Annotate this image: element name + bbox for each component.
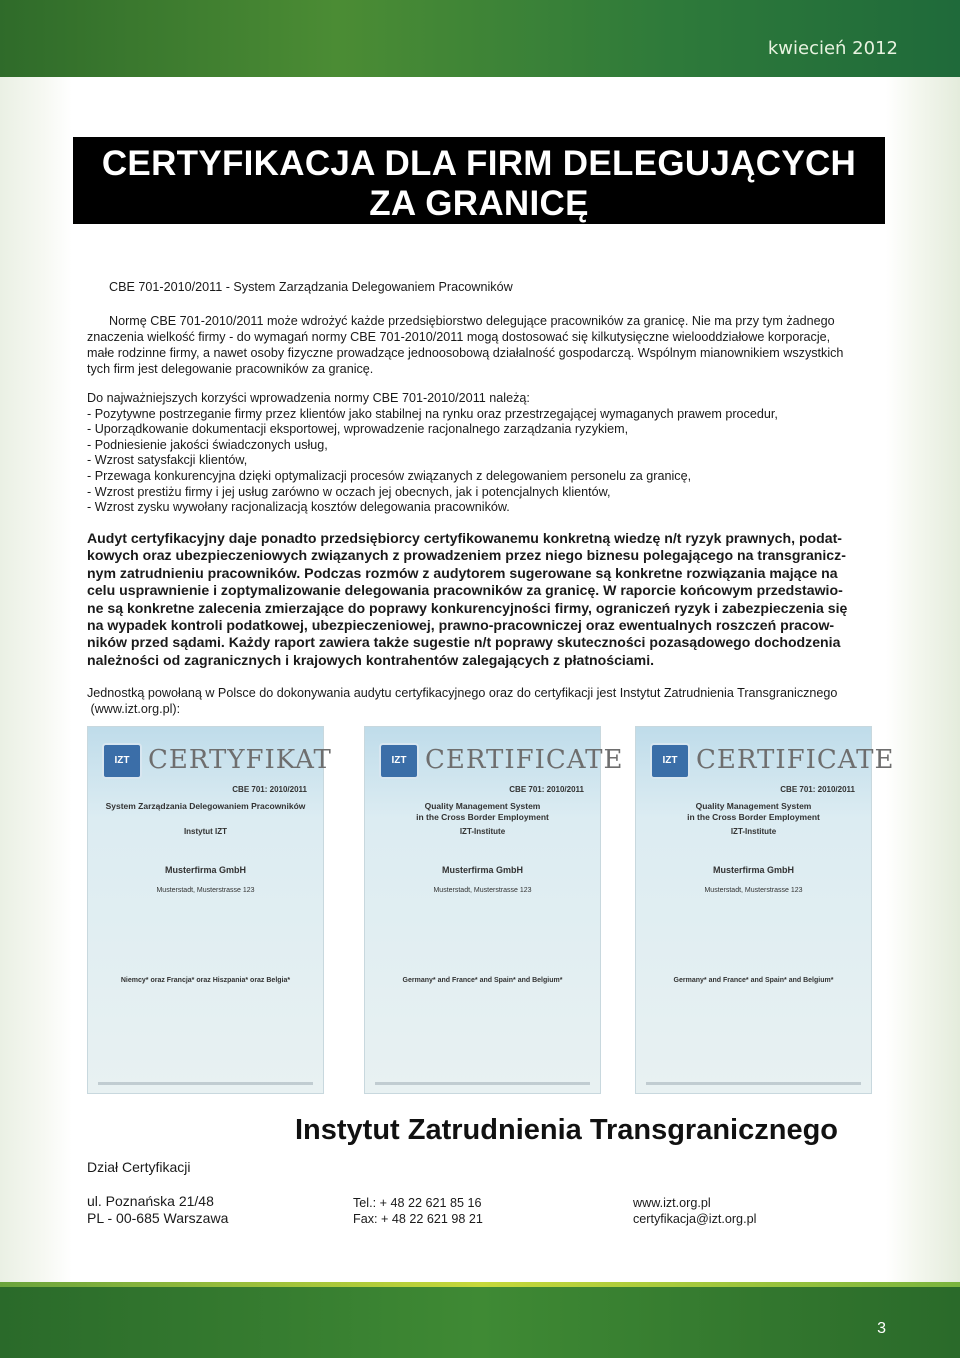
izt-logo-icon: IZT	[379, 743, 419, 779]
website-link[interactable]: www.izt.org.pl	[633, 1196, 711, 1210]
list-item: - Uporządkowanie dokumentacji eksportowej, wprowadzenie racjonalnego zarządzania ryzykiem,	[87, 422, 629, 437]
certificate-title: CERTIFICATE	[425, 745, 624, 775]
audit-line: Audyt certyfikacyjny daje ponadto przedsiębiorcy certyfikowanemu konkretną wiedzę n/t ryzyk prawnych, podat-	[87, 530, 842, 546]
page-title	[73, 137, 885, 224]
phone-number: Tel.: + 48 22 621 85 16	[353, 1196, 482, 1210]
article	[73, 137, 895, 1257]
title-line-1: CERTYFIKACJA DLA FIRM DELEGUJĄCYCH	[101, 144, 857, 183]
list-item: - Wzrost zysku wywołany racjonalizacją kosztów delegowania pracowników.	[87, 500, 510, 515]
audit-line: na wypadek kontroli podatkowej, ubezpieczeniowej, prawno-pracowniczej oraz ewentualnych roszczeń pracow-	[87, 617, 835, 634]
audit-line: ników przed sądami. Każdy raport zawiera także sugestie n/t poprawy skuteczności pozasądowego dochodzenia	[87, 634, 841, 651]
list-item: - Wzrost prestiżu firmy i jej usług zarówno w oczach jej obecnych, jak i potencjalnych klientów,	[87, 484, 611, 499]
certificate-institute: Instytut IZT	[183, 827, 228, 836]
benefits-heading: Do najważniejszych korzyści wprowadzenia normy CBE 701-2010/2011 należą:	[87, 391, 530, 405]
issue-date: kwiecień 2012	[767, 38, 898, 59]
certificate-countries: Niemcy* oraz Francja* oraz Hiszpania* oraz Belgia*	[120, 977, 291, 984]
web-contacts	[633, 1195, 756, 1227]
audit-line: ne są konkretne zalecenia zmierzające do poprawy konkurencyjności firmy, ograniczeń ryzyk i zabezpieczenia się	[87, 599, 848, 616]
certificate-institute: IZT-Institute	[459, 827, 506, 836]
email-link[interactable]: certyfikacja@izt.org.pl	[633, 1212, 757, 1226]
intro-line-2: znaczenia wielkość firmy - do wymagań normy CBE 701-2010/2011 mogą dostosować się kilkutysięczne wielooddziałowe korporacje,	[87, 330, 831, 344]
intro-paragraph	[87, 313, 877, 377]
certificate-firm: Musterfirma GmbH	[164, 865, 246, 875]
certificate-number: CBE 701: 2010/2011	[232, 785, 307, 794]
certificate-firm: Musterfirma GmbH	[441, 865, 523, 875]
certificate-firm: Musterfirma GmbH	[712, 865, 794, 875]
certificate-countries: Germany* and France* and Spain* and Belgium*	[402, 977, 563, 984]
certificate-address: Musterstadt, Musterstrasse 123	[156, 887, 255, 894]
list-item: - Przewaga konkurencyjna dzięki optymalizacji procesów związanych z delegowaniem personelu za granicę,	[87, 468, 692, 483]
audit-paragraph	[87, 530, 877, 669]
subtitle: CBE 701-2010/2011 - System Zarządzania Delegowaniem Pracowników	[109, 280, 513, 294]
left-decoration	[0, 77, 72, 1287]
street-address: ul. Poznańska 21/48	[87, 1193, 214, 1209]
certificate-number: CBE 701: 2010/2011	[780, 785, 855, 794]
certificate-title: CERTYFIKAT	[148, 745, 332, 775]
certificate-number: CBE 701: 2010/2011	[509, 785, 584, 794]
certificate-footer-line	[646, 1082, 861, 1085]
list-item: - Podniesienie jakości świadczonych usług,	[87, 437, 328, 452]
phone-contacts	[353, 1195, 483, 1227]
right-decoration	[886, 77, 960, 1287]
postal-address	[87, 1193, 228, 1227]
title-line-2: ZA GRANICĘ	[369, 184, 589, 223]
certificate-image-pl	[87, 726, 332, 1094]
audit-line: należności od zagranicznych i krajowych kontrahentów zalegających z płatnościami.	[87, 651, 655, 668]
certificate-system: System Zarządzania Delegowaniem Pracowników	[105, 801, 306, 811]
izt-logo-icon: IZT	[102, 743, 142, 779]
institute-name: Instytut Zatrudnienia Transgranicznego	[295, 1114, 839, 1146]
audit-line: nym zatrudnieniu pracowników. Podczas rozmów z audytorem sugerowane są konkretne rozwiązania mające na	[87, 564, 838, 581]
certificate-footer-line	[98, 1082, 313, 1085]
certificate-footer-line	[375, 1082, 590, 1085]
certificate-image-en-2	[635, 726, 895, 1094]
page-number: 3	[877, 1320, 886, 1337]
audit-line: kowych oraz ubezpieczeniowych związanych z prowadzeniem przez niego biznesu polegającego na transgranicz-	[87, 547, 846, 564]
department-name: Dział Certyfikacji	[87, 1159, 191, 1175]
jednostka-line-2: (www.izt.org.pl):	[87, 702, 181, 716]
certificate-image-en	[364, 726, 624, 1094]
intro-line-3: małe rodzinne firmy, a nawet osoby fizyczne prowadzące jednoosobową działalność gospodarczą. Wspólnym mianownikiem wszystkich	[87, 346, 844, 360]
benefits-list	[87, 391, 877, 516]
certificate-system: Quality Management System in the Cross Border Employment	[687, 801, 820, 822]
audit-line: celu usprawnienie i zoptymalizowanie delegowania pracowników za granicę. W raporcie końcowym przedstawio-	[87, 582, 843, 599]
city-address: PL - 00-685 Warszawa	[87, 1210, 229, 1226]
footer-band	[0, 1287, 960, 1358]
certificate-address: Musterstadt, Musterstrasse 123	[433, 887, 532, 894]
list-item: - Wzrost satysfakcji klientów,	[87, 453, 248, 468]
certificate-countries: Germany* and France* and Spain* and Belgium*	[673, 977, 834, 984]
title-box	[73, 137, 885, 224]
jednostka-line-1: Jednostką powołaną w Polsce do dokonywania audytu certyfikacyjnego oraz do certyfikacji jest Instytut Zatrudnienia Transgranicznego	[87, 686, 838, 700]
certificates-row	[87, 726, 895, 1094]
jednostka-paragraph	[87, 685, 877, 717]
certificate-institute: IZT-Institute	[730, 827, 777, 836]
certificate-system: Quality Management System in the Cross Border Employment	[416, 801, 549, 822]
fax-number: Fax: + 48 22 621 98 21	[353, 1212, 483, 1226]
certificate-title: CERTIFICATE	[696, 745, 895, 775]
izt-logo-icon: IZT	[650, 743, 690, 779]
intro-line-4: tych firm jest delegowanie pracowników za granicę.	[87, 362, 374, 376]
intro-line-1: Normę CBE 701-2010/2011 może wdrożyć każde przedsiębiorstwo delegujące pracowników za granicę. Nie ma przy tym żadnego	[109, 314, 835, 328]
certificate-address: Musterstadt, Musterstrasse 123	[704, 887, 803, 894]
list-item: - Pozytywne postrzeganie firmy przez klientów jako stabilnej na rynku oraz przestrzegającej wymaganych prawem procedur,	[87, 406, 778, 421]
